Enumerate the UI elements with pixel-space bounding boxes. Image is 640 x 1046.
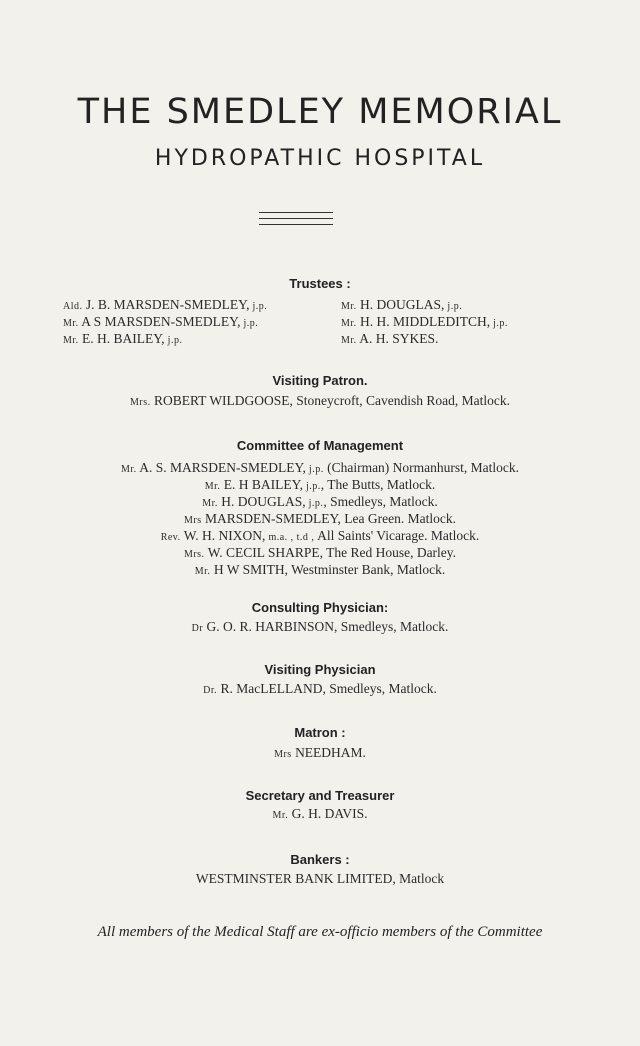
trustee-entry: Mr. A S MARSDEN-SMEDLEY, j.p. <box>63 314 259 329</box>
secretary-line: Mr. G. H. DAVIS. <box>272 806 368 821</box>
consulting-physician-line: Dr G. O. R. HARBINSON, Smedleys, Matlock. <box>191 619 449 634</box>
committee-member: Mrs MARSDEN-SMEDLEY, Lea Green. Matlock. <box>184 511 456 526</box>
bankers-line: WESTMINSTER BANK LIMITED, Matlock <box>195 871 445 886</box>
committee-member: Mr. H W SMITH, Westminster Bank, Matlock. <box>194 562 446 577</box>
trustee-entry: Mr. A. H. SYKES. <box>341 331 439 346</box>
visiting-physician-line: Dr. R. MacLELLAND, Smedleys, Matlock. <box>203 681 437 696</box>
committee-member: Mrs. W. CECIL SHARPE, The Red House, Darley. <box>183 545 457 560</box>
committee-member: Mr. E. H BAILEY, j.p., The Butts, Matlock. <box>204 477 436 492</box>
committee-heading: Committee of Management <box>236 438 404 453</box>
committee-member: Rev. W. H. NIXON, m.a. , t.d , All Saints' Vicarage. Matlock. <box>160 528 480 543</box>
committee-member: Mr. A. S. MARSDEN-SMEDLEY, j.p. (Chairman) Normanhurst, Matlock. <box>120 460 520 475</box>
committee-member: Mr. H. DOUGLAS, j.p., Smedleys, Matlock. <box>202 494 438 509</box>
trustee-entry: Mr. H. H. MIDDLEDITCH, j.p. <box>341 314 508 329</box>
trustee-entry: Ald. J. B. MARSDEN-SMEDLEY, j.p. <box>63 297 268 312</box>
trustee-entry: Mr. E. H. BAILEY, j.p. <box>63 331 183 346</box>
footer-note: All members of the Medical Staff are ex-officio members of the Committee <box>97 924 543 940</box>
bankers-heading: Bankers : <box>290 852 350 867</box>
secretary-heading: Secretary and Treasurer <box>245 788 395 803</box>
consulting-physician-heading: Consulting Physician: <box>251 600 389 615</box>
divider-rule <box>259 212 333 213</box>
divider-rule <box>259 224 333 225</box>
page-title: THE SMEDLEY MEMORIAL <box>77 92 563 132</box>
trustees-heading: Trustees : <box>289 276 351 291</box>
matron-heading: Matron : <box>294 725 346 740</box>
visiting-physician-heading: Visiting Physician <box>264 662 376 677</box>
page-subtitle: HYDROPATHIC HOSPITAL <box>154 146 486 171</box>
visiting-patron-heading: Visiting Patron. <box>272 373 368 388</box>
matron-line: Mrs NEEDHAM. <box>274 745 366 760</box>
trustee-entry: Mr. H. DOUGLAS, j.p. <box>341 297 463 312</box>
divider-rule <box>259 218 333 219</box>
visiting-patron-line: Mrs. ROBERT WILDGOOSE, Stoneycroft, Cavendish Road, Matlock. <box>129 393 511 408</box>
